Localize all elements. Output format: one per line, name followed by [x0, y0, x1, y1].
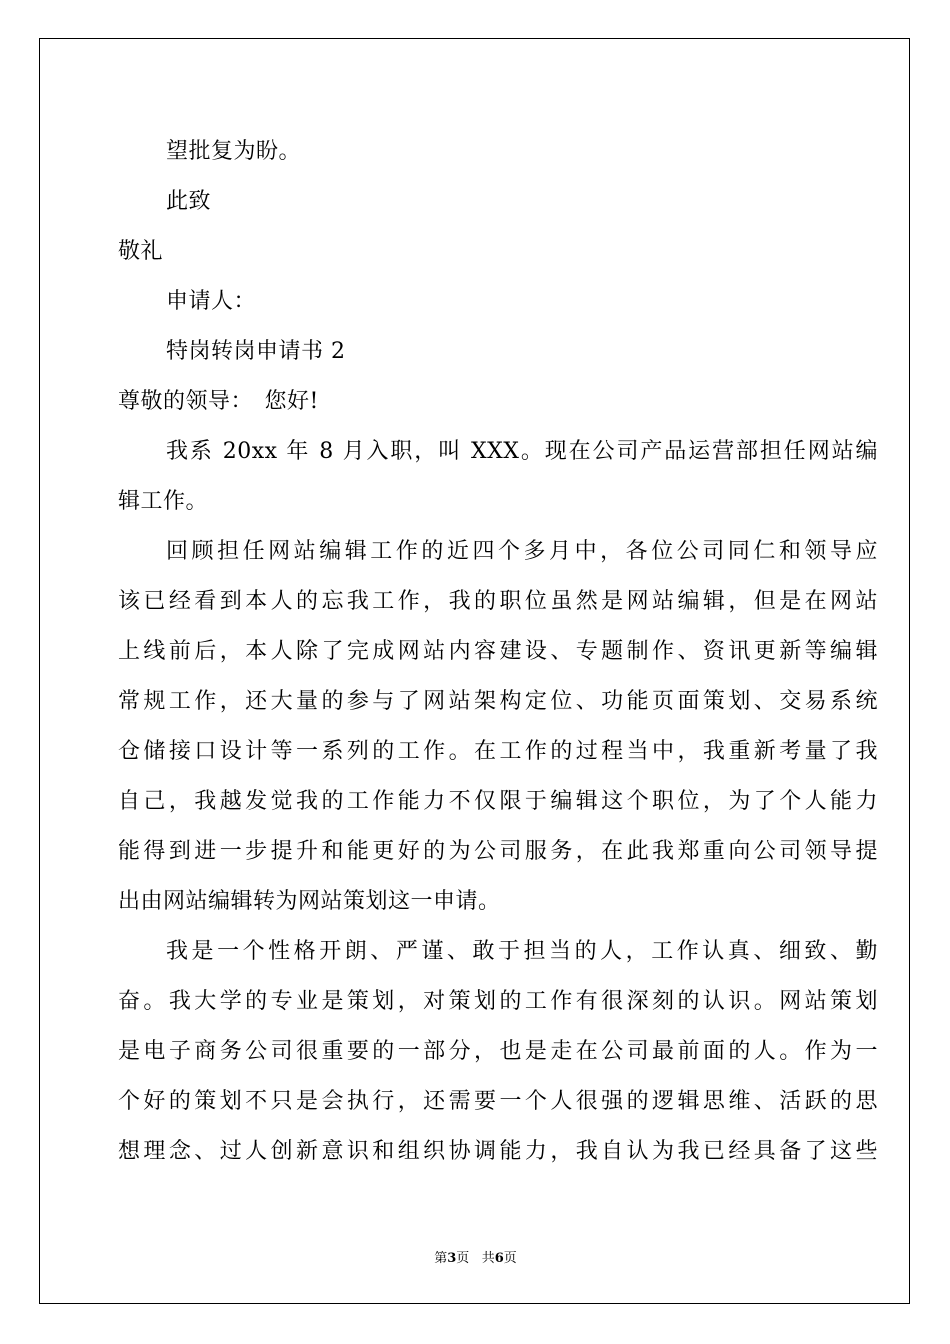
text-line: 此致 [166, 189, 212, 214]
text-line: 回顾担任网站编辑工作的近四个多月中，各位公司同仁和领导应 [166, 539, 878, 564]
text-line: 特岗转岗申请书 2 [166, 339, 346, 364]
footer-total-prefix: 共 [481, 1251, 495, 1266]
page-footer [40, 1247, 911, 1266]
text-line: 我系 20xx 年 8 月入职，叫 XXX。现在公司产品运营部担任网站编 [166, 439, 878, 464]
text-line: 奋。我大学的专业是策划，对策划的工作有很深刻的认识。网站策划 [118, 989, 878, 1014]
text-line: 想理念、过人创新意识和组织协调能力，我自认为我已经具备了这些 [118, 1139, 878, 1164]
text-line: 出由网站编辑转为网站策划这一申请。 [118, 889, 501, 914]
text-line: 我是一个性格开朗、严谨、敢于担当的人，工作认真、细致、勤 [166, 939, 878, 964]
text-line: 尊敬的领导： 您好! [118, 389, 319, 414]
footer-total-suffix: 页 [503, 1251, 517, 1266]
text-line: 敬礼 [118, 239, 164, 264]
document-body [118, 127, 878, 1177]
text-line: 该已经看到本人的忘我工作，我的职位虽然是网站编辑，但是在网站 [118, 589, 878, 614]
footer-page-suffix: 页 [456, 1251, 470, 1266]
text-line: 辑工作。 [118, 489, 209, 514]
text-line: 个好的策划不只是会执行，还需要一个人很强的逻辑思维、活跃的思 [118, 1089, 878, 1114]
text-line: 是电子商务公司很重要的一部分，也是走在公司最前面的人。作为一 [118, 1039, 878, 1064]
text-line: 望批复为盼。 [166, 139, 302, 164]
document-page [39, 38, 910, 1304]
footer-page-number: 3 [447, 1251, 457, 1266]
text-line: 上线前后，本人除了完成网站内容建设、专题制作、资讯更新等编辑 [118, 639, 878, 664]
text-line: 常规工作，还大量的参与了网站架构定位、功能页面策划、交易系统 [118, 689, 878, 714]
footer-total-pages: 6 [494, 1251, 504, 1266]
text-line: 仓储接口设计等一系列的工作。在工作的过程当中，我重新考量了我 [118, 739, 878, 764]
text-line: 自己，我越发觉我的工作能力不仅限于编辑这个职位，为了个人能力 [118, 789, 878, 814]
footer-page-prefix: 第 [434, 1251, 448, 1266]
text-line: 能得到进一步提升和能更好的为公司服务，在此我郑重向公司领导提 [118, 839, 878, 864]
text-line: 申请人： [166, 289, 257, 314]
